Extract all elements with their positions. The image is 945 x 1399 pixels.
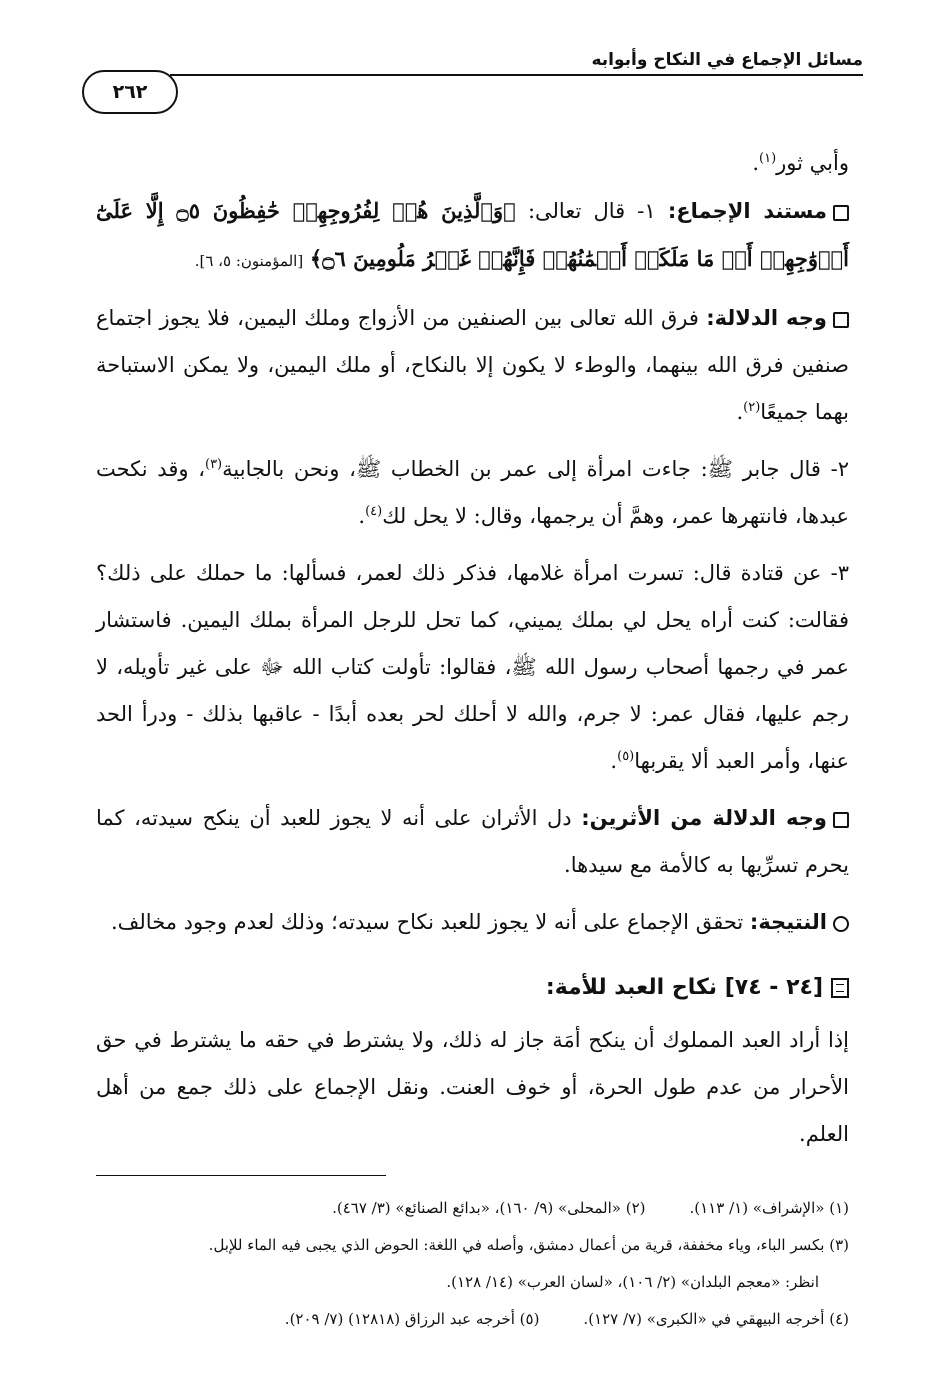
istinad-label: مستند الإجماع:	[667, 199, 827, 223]
result-label: النتيجة:	[749, 910, 827, 934]
jabir-text-a: ٢- قال جابر ﷺ: جاءت امرأة إلى عمر بن الخطاب ﷺ، ونحن بالجابية	[222, 457, 849, 481]
wajh2-text: دل الأثران على أنه لا يجوز للعبد أن ينكح سيدته، كما يحرم تسرِّيها به كالأمة مع سيدها.	[96, 806, 849, 877]
jabir-text-b: ، وقد نكحت عبدها، فانتهرها عمر، وهمَّ أن يرجمها، وقال: لا يحل لك	[96, 457, 849, 528]
footnote-line-4	[96, 1301, 849, 1338]
footnote-line-3	[96, 1264, 849, 1301]
page-number: ٢٦٢	[82, 70, 178, 114]
footnote-ref-5: (٥)	[617, 749, 635, 764]
footnote-4: (٤) أخرجه البيهقي في «الكبرى» (٧/ ١٢٧).	[583, 1310, 849, 1328]
document-icon	[831, 978, 849, 998]
footnote-3-see: انظر: «معجم البلدان» (٢/ ١٠٦)، «لسان العرب» (١٤/ ١٢٨).	[446, 1273, 819, 1291]
wajh1-label: وجه الدلالة:	[706, 306, 827, 330]
result-text: تحقق الإجماع على أنه لا يجوز للعبد نكاح سيدته؛ وذلك لعدم وجود مخالف.	[110, 910, 744, 934]
footnote-5: (٥) أخرجه عبد الرزاق (١٢٨١٨) (٧/ ٢٠٩).	[284, 1310, 540, 1328]
paragraph-result	[96, 899, 849, 946]
final-text: إذا أراد العبد المملوك أن ينكح أمَة جاز له ذلك، ولا يشترط في حقه ما يشترط في حق الأحرار من عدم طول الحرة، أو خوف العنت. ونقل الإجماع على ذلك جمع من أهل العلم.	[96, 1028, 849, 1146]
continuation-text: وأبي ثور	[776, 151, 849, 175]
footnote-line-1	[96, 1190, 849, 1227]
square-bullet-icon	[833, 205, 849, 221]
period: .	[736, 400, 744, 424]
page-header	[82, 48, 863, 103]
wajh1-text: فرق الله تعالى بين الصنفين من الأزواج وملك اليمين، فلا يجوز اجتماع صنفين فرق الله بينهما، والوطء لا يكون إلا بالنكاح، أو ملك اليمين، ولا يمكن الاستباحة بهما جميعًا	[96, 306, 849, 424]
period: .	[610, 749, 618, 773]
footnote-line-2	[96, 1227, 849, 1264]
footnotes	[96, 1190, 849, 1338]
qatada-text: ٣- عن قتادة قال: تسرت امرأة غلامها، فذكر ذلك لعمر، فسألها: ما حملك على ذلك؟ فقالت: كنت أراه يحل لي بملك يميني، كما تحل للرجل المرأة بملك اليمين. فاستشار عمر في رجمها أصحاب رسول الله ﷺ، فقالوا: تأولت كتاب الله ﷻ على غير تأويله، لا رجم عليها، فقال عمر: لا جرم، والله لا أحلك لحر بعده أبدًا - عاقبها بذلك - ودرأ الحد عنها، وأمر العبد ألا يقربها	[96, 561, 849, 773]
paragraph-wajh2	[96, 795, 849, 889]
paragraph-final	[96, 1017, 849, 1158]
section-heading-text: [٢٤ - ٧٤] نكاح العبد للأمة:	[545, 975, 823, 1000]
paragraph-istinad	[96, 187, 849, 285]
circle-bullet-icon	[833, 916, 849, 932]
footnote-ref-4: (٤)	[365, 504, 383, 519]
footnote-ref-3: (٣)	[204, 457, 223, 472]
wajh2-label: وجه الدلالة من الأثرين:	[581, 806, 827, 830]
footnote-1: (١) «الإشراف» (١/ ١١٣).	[689, 1199, 849, 1217]
period: .	[752, 151, 760, 175]
paragraph-qatada	[96, 550, 849, 785]
paragraph-jabir	[96, 446, 849, 540]
footnote-rule	[96, 1175, 386, 1176]
quran-citation: [المؤمنون: ٥، ٦].	[194, 252, 304, 270]
square-bullet-icon	[833, 312, 849, 328]
footnote-ref-2: (٢)	[743, 400, 761, 415]
period: .	[358, 504, 366, 528]
quran-verse: ﴿وَٱلَّذِينَ هُمۡ لِفُرُوجِهِمۡ حَٰفِظُونَ ۝٥ إِلَّا عَلَىٰٓ أَزۡوَٰجِهِمۡ أَوۡ مَا مَلَكَتۡ أَيۡمَٰنُهُمۡ فَإِنَّهُمۡ غَيۡرُ مَلُومِينَ ۝٦﴾	[96, 198, 849, 271]
running-title: مسائل الإجماع في النكاح وأبوابه	[591, 50, 863, 70]
footnote-3: (٣) بكسر الباء، وياء مخففة، قرية من أعمال دمشق، وأصله في اللغة: الحوض الذي يجبى فيه الماء للإبل.	[208, 1236, 849, 1254]
footnote-2: (٢) «المحلى» (٩/ ١٦٠)، «بدائع الصنائع» (٣/ ٤٦٧).	[332, 1199, 646, 1217]
page-body	[96, 140, 849, 1158]
square-bullet-icon	[833, 812, 849, 828]
footnote-ref-1: (١)	[759, 151, 777, 166]
header-rule	[170, 74, 863, 76]
section-heading	[96, 964, 849, 1011]
istinad-intro: ١- قال تعالى:	[527, 199, 656, 223]
paragraph-continuation	[96, 140, 849, 187]
paragraph-wajh1	[96, 295, 849, 436]
